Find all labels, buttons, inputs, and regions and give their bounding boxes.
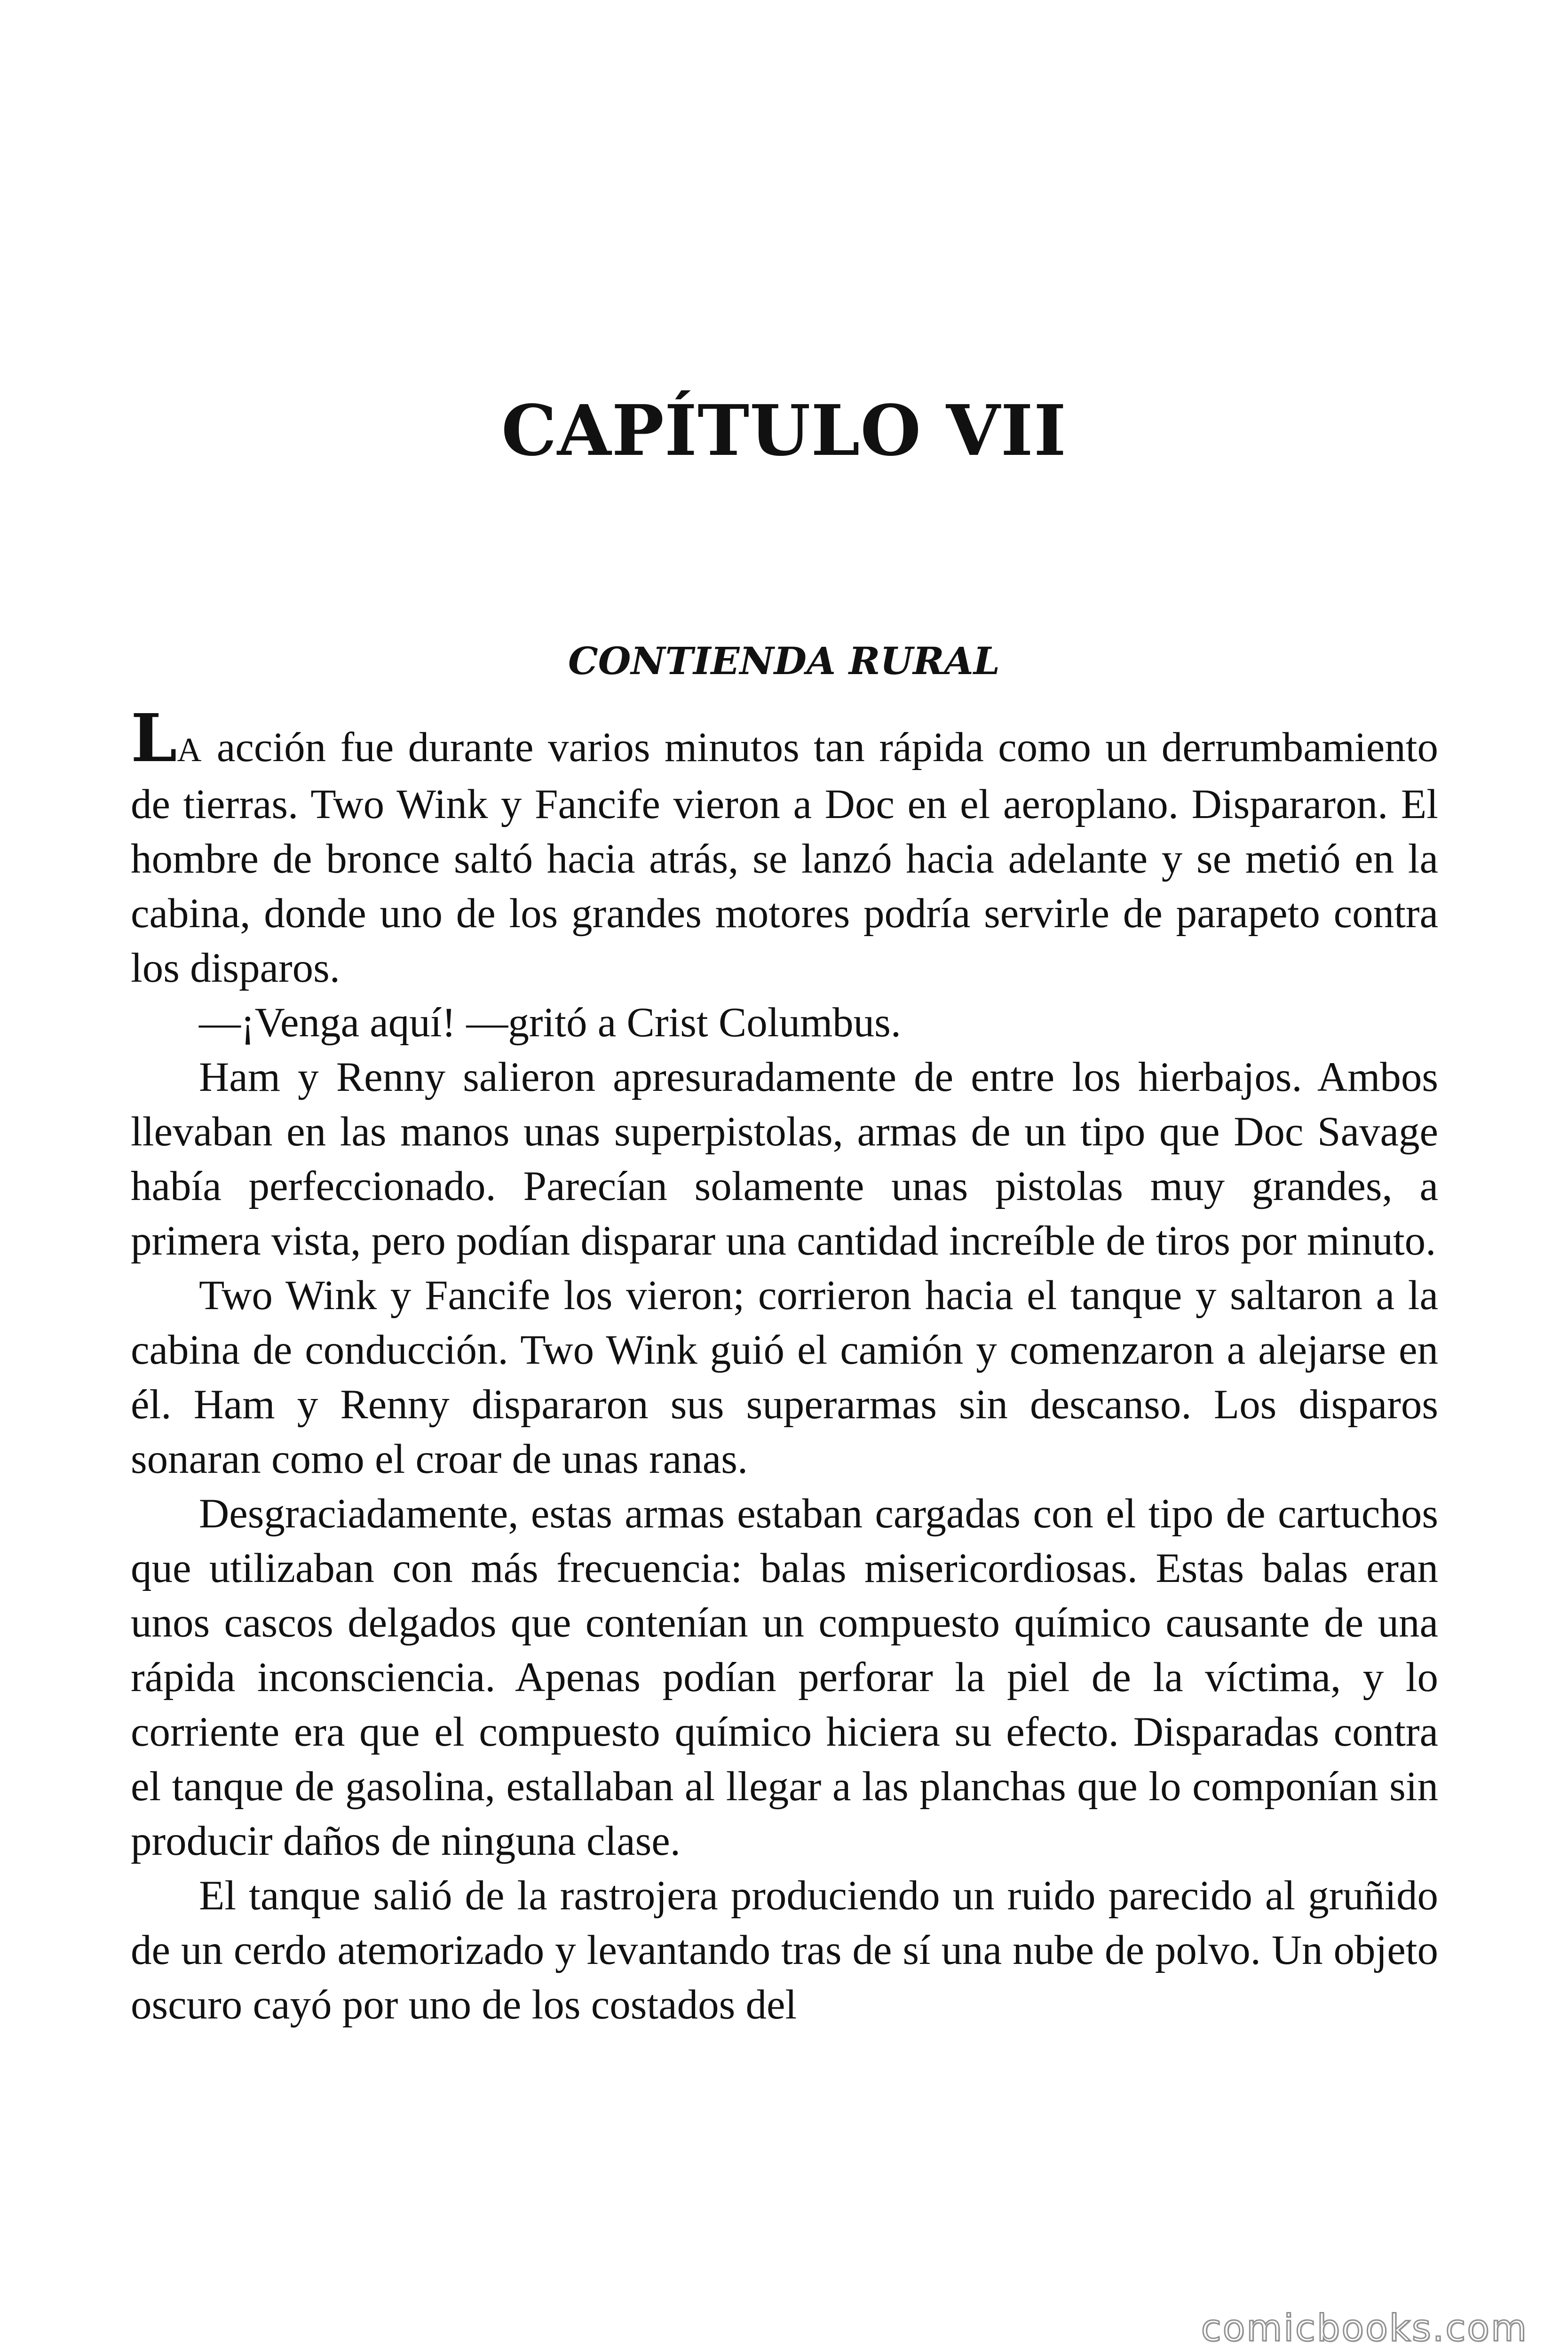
paragraph-2: —¡Venga aquí! —gritó a Crist Columbus. bbox=[199, 1000, 902, 1046]
chapter-body bbox=[131, 700, 1438, 2032]
paragraph-6: El tanque salió de la rastrojera produciendo un ruido parecido al gruñido de un cerdo atemorizado y levantando tras de sí una nube de polvo. Un objeto oscuro cayó por uno de los costados del bbox=[131, 1873, 1438, 2028]
paragraph-3: Ham y Renny salieron apresuradamente de entre los hierbajos. Ambos llevaban en las manos unas superpistolas, armas de un tipo que Doc Savage había perfeccionado. Parecían solamente unas pistolas muy grandes, a primera vista, pero podían disparar una cantidad increíble de tiros por minuto. bbox=[131, 1054, 1438, 1264]
site-watermark: comicbooks.com bbox=[1201, 2307, 1528, 2350]
paragraph-4: Two Wink y Fancife los vieron; corrieron hacia el tanque y saltaron a la cabina de conducción. Two Wink guió el camión y comenzaron a alejarse en él. Ham y Renny dispararon sus superarmas sin descanso. Los disparos sonaran como el croar de unas ranas. bbox=[131, 1272, 1438, 1482]
chapter-subtitle: CONTIENDA RURAL bbox=[568, 639, 1000, 683]
drop-cap: L bbox=[131, 700, 177, 777]
paragraph-5: Desgraciadamente, estas armas estaban cargadas con el tipo de cartuchos que utilizaban con más frecuencia: balas misericordiosas. Estas balas eran unos cascos delgados que contenían un compuesto químico causante de una rápida inconsciencia. Apenas podían perforar la piel de la víctima, y lo corriente era que el compuesto químico hiciera su efecto. Disparadas contra el tanque de gasolina, estallaban al llegar a las planchas que lo componían sin producir daños de ninguna clase. bbox=[131, 1491, 1438, 1864]
paragraph-1 bbox=[131, 700, 1438, 995]
chapter-title: CAPÍTULO VII bbox=[501, 389, 1067, 471]
paragraph-1-text: acción fue durante varios minutos tan rápida como un derrumbamiento de tierras. Two Wink y Fancife vieron a Doc en el aeroplano. Dispararon. El hombre de bronce saltó hacia atrás, se lanzó hacia adelante y se metió en la cabina, donde uno de los grandes motores podría servirle de parapeto contra los disparos. bbox=[131, 724, 1438, 991]
small-cap: A bbox=[177, 731, 203, 769]
